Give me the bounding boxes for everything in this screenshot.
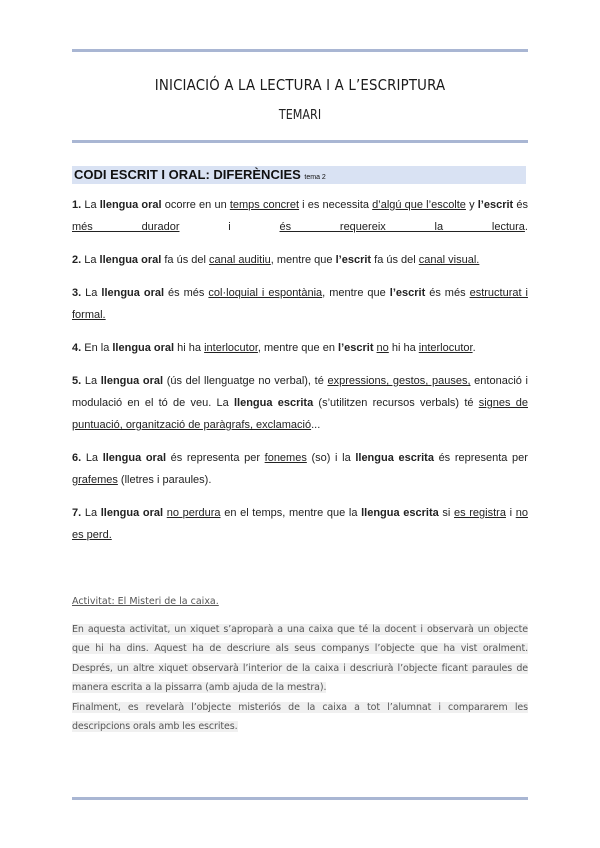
list-item-2: 2. La llengua oral fa ús del canal auditiu, mentre que l’escrit fa ús del canal visual. [72, 254, 480, 266]
bottom-rule [72, 797, 528, 800]
item-number: 6. [72, 452, 82, 464]
activity-paragraph-1: En aquesta activitat, un xiquet s’aproparà a una caixa que té la docent i observarà un objecte que hi ha dins. Aquest ha de descriure als seus companys l’objecte que ha vist oralment. Després, un altre xiquet observarà l’interior de la caixa i descriurà l’objecte ficant paraules de manera escrita a la pissarra (amb ajuda de la mestra). [72, 624, 528, 694]
item-number: 1. [72, 199, 82, 211]
page-title: INICIACIÓ A LA LECTURA I A L’ESCRIPTURA [154, 76, 446, 94]
term-written: llengua escrita [233, 397, 314, 409]
list-item-3: 3. La llengua oral és més col·loquial i espontània, mentre que l’escrit és més estructurat i formal. [72, 287, 528, 321]
term-oral: llengua oral [102, 452, 166, 464]
page-subtitle: TEMARI [278, 108, 322, 123]
header-rule [72, 140, 528, 143]
item-number: 2. [72, 254, 82, 266]
term-oral: llengua oral [101, 287, 165, 299]
term-oral: llengua oral [100, 507, 164, 519]
list-item-6: 6. La llengua oral és representa per fonemes (so) i la llengua escrita és representa per grafemes (lletres i paraules). [72, 452, 528, 486]
list-item-1: 1. La llengua oral ocorre en un temps concret i es necessita d’algú que l’escolte y l’escrit és més durador i és requereix la lectura. [72, 199, 528, 233]
activity-paragraph-2: Finalment, es revelarà l’objecte misteriós de la caixa a tot l’alumnat i compararem les descripcions orals amb les escrites. [72, 701, 528, 733]
term-written: l’escrit [477, 199, 514, 211]
section-heading [72, 166, 526, 184]
item-number: 5. [72, 375, 82, 387]
item-number: 7. [72, 507, 82, 519]
top-rule [72, 49, 528, 52]
term-oral: llengua oral [112, 342, 175, 354]
term-oral: llengua oral [100, 375, 164, 387]
term-written: llengua escrita [361, 507, 439, 519]
item-number: 3. [72, 287, 82, 299]
activity-description [72, 620, 528, 736]
term-written: llengua escrita [355, 452, 434, 464]
item-number: 4. [72, 342, 82, 354]
term-oral: llengua oral [99, 254, 162, 266]
term-written: l’escrit [335, 254, 372, 266]
term-written: l’escrit [389, 287, 426, 299]
section-heading-text: CODI ESCRIT I ORAL: DIFERÈNCIES [74, 167, 301, 182]
term-oral: llengua oral [99, 199, 162, 211]
list-item-5: 5. La llengua oral (ús del llenguatge no verbal), té expressions, gestos, pauses, entonació i modulació en el tó de veu. La llengua escrita (s’utilitzen recursos verbals) té signes de puntuació, organització de paràgrafs, exclamació... [72, 375, 528, 431]
activity-title: Activitat: El Misteri de la caixa. [72, 596, 219, 607]
list-item-7: 7. La llengua oral no perdura en el temps, mentre que la llengua escrita si es registra i no es perd. [72, 507, 528, 541]
term-written: l’escrit [338, 342, 374, 354]
list-item-4: 4. En la llengua oral hi ha interlocutor, mentre que en l’escrit no hi ha interlocutor. [72, 342, 476, 354]
section-heading-note: tema 2 [304, 174, 326, 181]
